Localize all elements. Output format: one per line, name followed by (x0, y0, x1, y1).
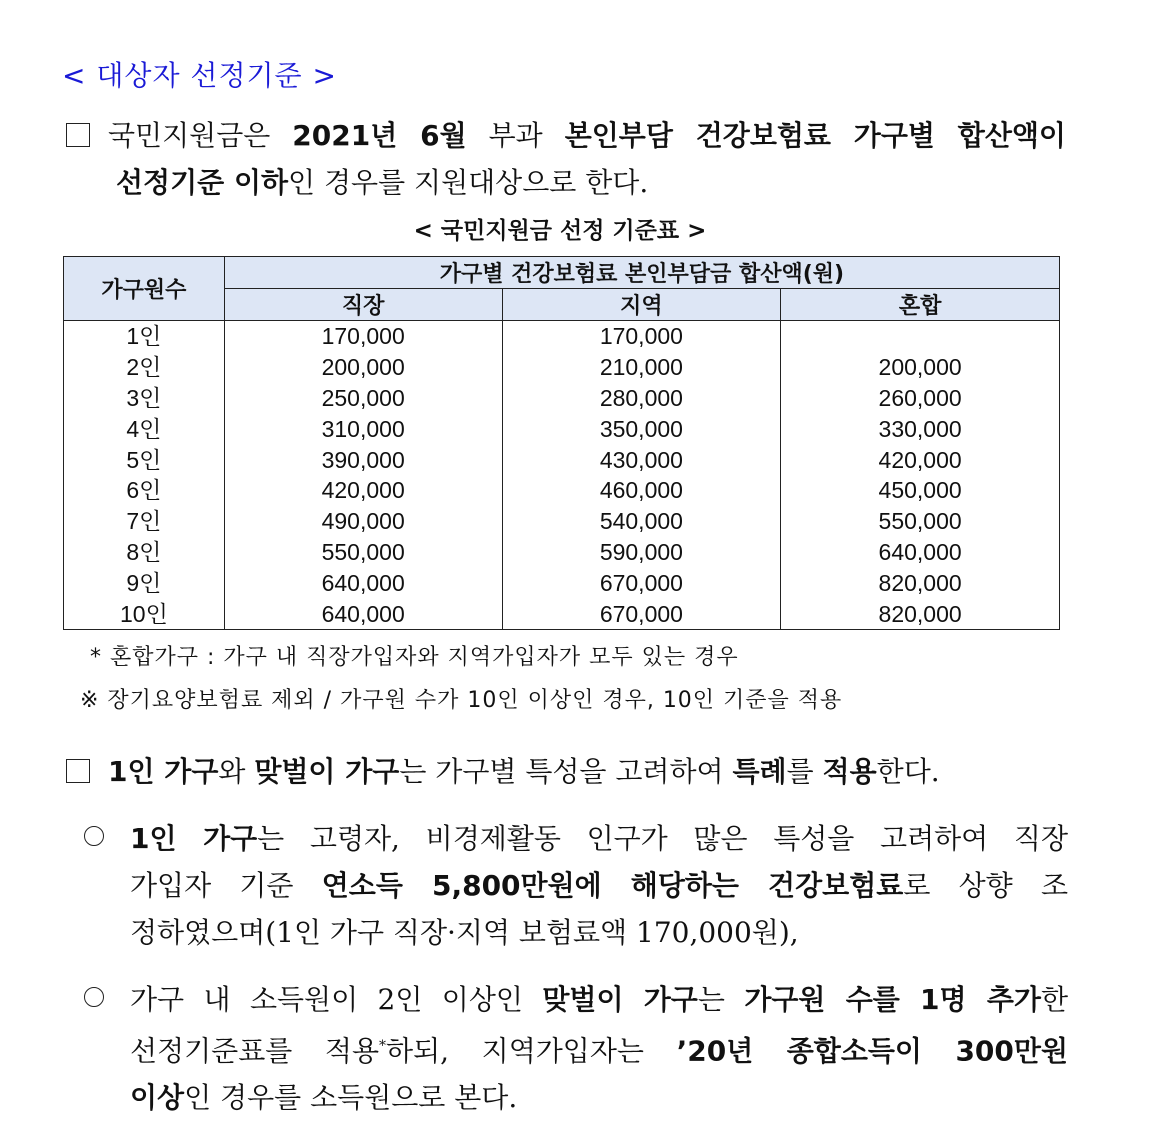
cell-region: 350,000 (502, 413, 781, 444)
cell-household-size: 3인 (64, 383, 225, 414)
cell-work: 490,000 (224, 506, 502, 537)
cell-region: 540,000 (502, 506, 781, 537)
cell-mixed: 820,000 (781, 598, 1060, 629)
special-case-paragraph: 1인 가구와 맞벌이 가구는 가구별 특성을 고려하여 특례를 적용한다. (66, 748, 940, 795)
cell-region: 670,000 (502, 598, 781, 629)
bullet-single-household: 1인 가구는 고령자, 비경제활동 인구가 많은 특성을 고려하여 직장 가입자 기준 연소득 5,800만원에 해당하는 건강보험료로 상향 조 정하였으며(1인 가구 직장·지역 보험료액 170,000원), (84, 815, 1068, 956)
circle-bullet-icon (84, 987, 104, 1007)
cell-region: 430,000 (502, 444, 781, 475)
cell-household-size: 1인 (64, 321, 225, 352)
cell-work: 200,000 (224, 352, 502, 383)
cell-household-size: 8인 (64, 537, 225, 568)
table-row (64, 506, 1060, 537)
cell-work: 170,000 (224, 321, 502, 352)
header-household-size: 가구원수 (64, 257, 225, 321)
cell-region: 170,000 (502, 321, 781, 352)
table-row (64, 567, 1060, 598)
cell-household-size: 5인 (64, 444, 225, 475)
cell-region: 460,000 (502, 475, 781, 506)
cell-mixed: 550,000 (781, 506, 1060, 537)
cell-region: 280,000 (502, 383, 781, 414)
header-region: 지역 (502, 289, 781, 321)
cell-region: 210,000 (502, 352, 781, 383)
table-row (64, 598, 1060, 629)
page-title: < 대상자 선정기준 > (62, 59, 337, 92)
cell-mixed: 640,000 (781, 537, 1060, 568)
checkbox-bullet-icon (66, 759, 90, 783)
cell-work: 250,000 (224, 383, 502, 414)
cell-region: 590,000 (502, 537, 781, 568)
cell-work: 550,000 (224, 537, 502, 568)
cell-region: 670,000 (502, 567, 781, 598)
cell-household-size: 2인 (64, 352, 225, 383)
cell-work: 640,000 (224, 567, 502, 598)
selection-criteria-table (63, 256, 1060, 630)
bullet-dual-income-household: 가구 내 소득원이 2인 이상인 맞벌이 가구는 가구원 수를 1명 추가한 선정기준표를 적용*하되, 지역가입자는 ’20년 종합소득이 300만원 이상인 경우를 소득원으로 본다. (84, 976, 1068, 1121)
cell-mixed: 420,000 (781, 444, 1060, 475)
header-premium-sum: 가구별 건강보험료 본인부담금 합산액(원) (224, 257, 1059, 289)
header-mixed: 혼합 (781, 289, 1060, 321)
cell-work: 390,000 (224, 444, 502, 475)
cell-household-size: 6인 (64, 475, 225, 506)
cell-mixed: 820,000 (781, 567, 1060, 598)
cell-mixed: 330,000 (781, 413, 1060, 444)
table-row (64, 321, 1060, 352)
circle-bullet-icon (84, 826, 104, 846)
table-row (64, 537, 1060, 568)
table-row (64, 413, 1060, 444)
note-mixed-household: * 혼합가구 : 가구 내 직장가입자와 지역가입자가 모두 있는 경우 (90, 645, 739, 670)
checkbox-bullet-icon (66, 123, 90, 147)
cell-mixed (781, 321, 1060, 352)
cell-work: 310,000 (224, 413, 502, 444)
header-work: 직장 (224, 289, 502, 321)
note-exclusion: ※ 장기요양보험료 제외 / 가구원 수가 10인 이상인 경우, 10인 기준을 적용 (80, 688, 843, 713)
cell-work: 420,000 (224, 475, 502, 506)
cell-household-size: 10인 (64, 598, 225, 629)
table-row (64, 352, 1060, 383)
cell-mixed: 260,000 (781, 383, 1060, 414)
cell-household-size: 9인 (64, 567, 225, 598)
table-row (64, 444, 1060, 475)
cell-household-size: 4인 (64, 413, 225, 444)
cell-mixed: 450,000 (781, 475, 1060, 506)
table-row (64, 475, 1060, 506)
table-caption: < 국민지원금 선정 기준표 > (413, 218, 707, 244)
cell-work: 640,000 (224, 598, 502, 629)
table-row (64, 383, 1060, 414)
cell-mixed: 200,000 (781, 352, 1060, 383)
criteria-paragraph: 국민지원금은 2021년 6월 부과 본인부담 건강보험료 가구별 합산액이 선정기준 이하인 경우를 지원대상으로 한다. (66, 112, 1066, 206)
cell-household-size: 7인 (64, 506, 225, 537)
